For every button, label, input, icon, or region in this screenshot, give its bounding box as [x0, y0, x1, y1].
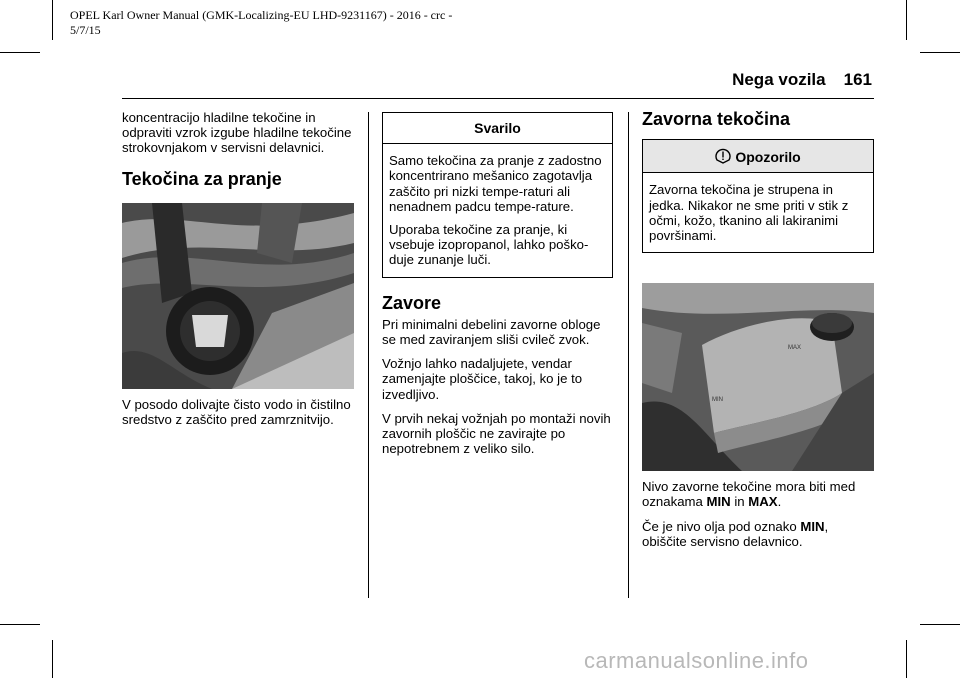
- watermark: carmanualsonline.info: [584, 648, 809, 673]
- notice-paragraph: Uporaba tekočine za pranje, ki vsebuje izopropanol, lahko poško-duje zunanje luči.: [389, 222, 589, 268]
- crop-mark: [906, 0, 907, 40]
- crop-mark: [920, 52, 960, 53]
- max-mark: MAX: [748, 494, 778, 510]
- body-paragraph: Pri minimalni debelini zavorne obloge se med zaviranjem sliši cvileč zvok.: [382, 316, 601, 348]
- warning-header: [643, 140, 873, 173]
- crop-mark: [52, 0, 53, 40]
- warning-box: [642, 139, 874, 253]
- crop-mark: [920, 624, 960, 625]
- crop-mark: [0, 624, 40, 625]
- min-mark: MIN: [706, 494, 731, 510]
- column-3: [642, 109, 874, 558]
- section-heading: Tekočina za pranje: [122, 168, 282, 189]
- section-heading: Zavore: [382, 292, 442, 313]
- warning-text: Zavorna tekočina je strupena in jedka. Nikakor ne sme priti v stik z očmi, kožo, tkanino ali lakiranimi površinami.: [649, 182, 849, 244]
- running-header: [692, 70, 872, 90]
- brake-fluid-photo: [642, 283, 874, 471]
- body-paragraph: V prvih nekaj vožnjah po montaži novih zavornih ploščic ne zavirajte po nepotrebnem z veliko silo.: [382, 410, 611, 457]
- print-metadata: OPEL Karl Owner Manual (GMK-Localizing-EU LHD-9231167) - 2016 - crc - 5/7/15: [70, 8, 453, 37]
- page-number: 161: [843, 70, 872, 89]
- body-paragraph: [642, 519, 874, 549]
- column-2: [382, 112, 613, 465]
- body-paragraph: Vožnjo lahko nadaljujete, vendar zamenjajte ploščice, takoj, ko je to izvedljivo.: [382, 356, 583, 402]
- header-rule: [122, 98, 874, 99]
- column-divider: [368, 112, 369, 598]
- photo-label-min: MIN: [712, 397, 723, 404]
- photo-caption: [642, 479, 874, 509]
- notice-box: [382, 112, 613, 278]
- intro-paragraph: koncentracijo hladilne tekočine in odpraviti vzrok izgube hladilne tekočine strokovnjakom v servisni delavnici.: [122, 110, 352, 156]
- caption-text: .: [777, 494, 782, 510]
- paragraph-text: Če je nivo olja pod oznako: [642, 518, 801, 534]
- caption-text: Nivo zavorne tekočine mora biti med oznakama: [642, 479, 856, 510]
- min-mark: MIN: [800, 518, 825, 534]
- column-1: [122, 110, 354, 436]
- crop-mark: [52, 640, 53, 678]
- warning-title: Opozorilo: [735, 149, 801, 166]
- photo-caption: V posodo dolivajte čisto vodo in čistilno sredstvo z zaščito pred zamrznitvijo.: [122, 396, 351, 428]
- photo-label-max: MAX: [788, 345, 802, 352]
- crop-mark: [906, 640, 907, 678]
- section-title: Nega vozila: [732, 70, 826, 89]
- notice-title: Svarilo: [383, 113, 612, 144]
- column-divider: [628, 112, 629, 598]
- caption-text: in: [730, 494, 749, 510]
- warning-icon: [715, 148, 731, 164]
- notice-paragraph: Samo tekočina za pranje z zadostno koncentrirano mešanico zagotavlja zaščito pri nizki tempe-raturi ali nenadnem padcu tempe-rature.: [389, 153, 602, 214]
- section-heading: Zavorna tekočina: [642, 109, 791, 129]
- washer-fluid-photo: [122, 203, 354, 389]
- paragraph-text: , obiščite servisno delavnico.: [642, 518, 829, 549]
- crop-mark: [0, 52, 40, 53]
